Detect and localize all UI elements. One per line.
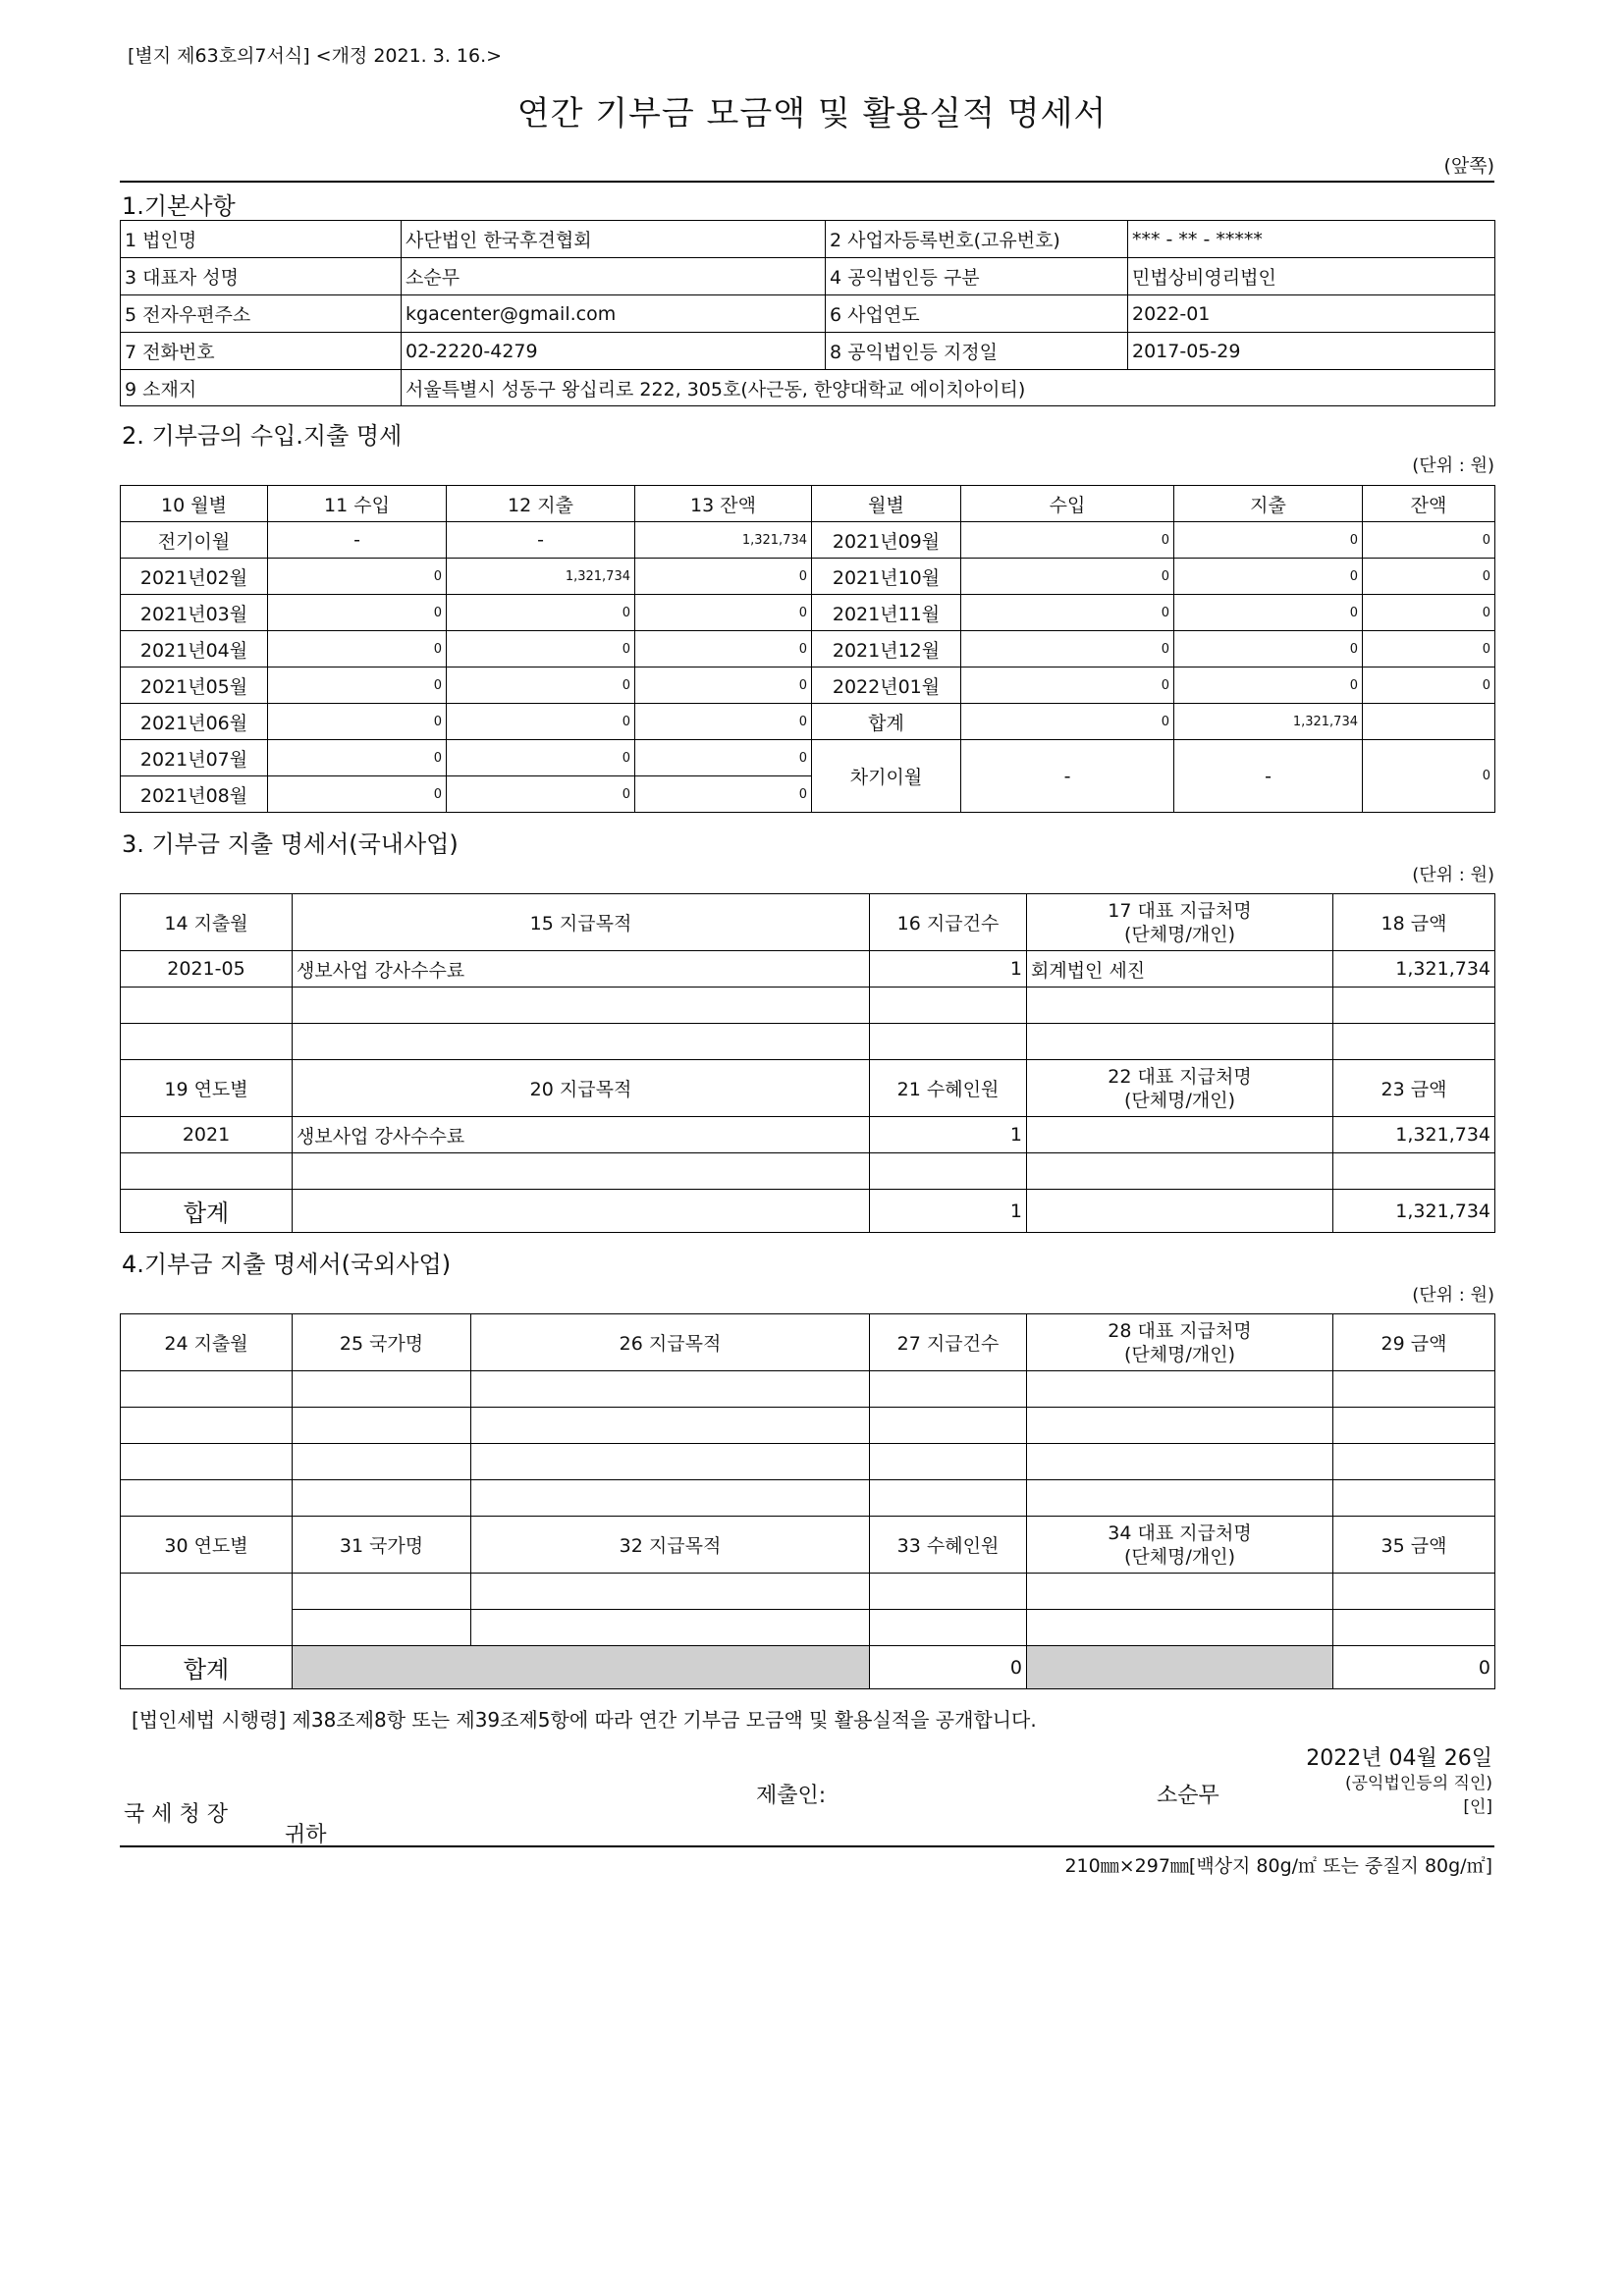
empty-cell bbox=[293, 1024, 870, 1060]
month-cell: 합계 bbox=[812, 704, 961, 740]
field-label: 8 공익법인등 지정일 bbox=[826, 333, 1128, 370]
table-row bbox=[121, 704, 1495, 740]
beneficiary-count: 1 bbox=[870, 1117, 1027, 1153]
section-3-unit: (단위 : 원) bbox=[1412, 865, 1494, 885]
column-header: 12 지출 bbox=[447, 486, 635, 522]
table-row bbox=[121, 370, 1495, 406]
table-row bbox=[121, 988, 1495, 1024]
empty-cell bbox=[1027, 1371, 1333, 1408]
income-cell: 0 bbox=[961, 595, 1174, 631]
field-value: *** - ** - ***** bbox=[1128, 221, 1495, 258]
document-title: 연간 기부금 모금액 및 활용실적 명세서 bbox=[516, 94, 1108, 133]
column-header: 35 금액 bbox=[1333, 1517, 1495, 1574]
empty-cell bbox=[870, 1024, 1027, 1060]
balance-cell: 0 bbox=[1363, 559, 1495, 595]
income-cell: 0 bbox=[268, 559, 447, 595]
empty-cell bbox=[121, 1408, 293, 1444]
table-row bbox=[121, 258, 1495, 295]
month-cell: 2022년01월 bbox=[812, 667, 961, 704]
header-line: 17 대표 지급처명 bbox=[1108, 899, 1252, 922]
expense-cell: 0 bbox=[447, 595, 635, 631]
submitter-name: 소순무 bbox=[1157, 1784, 1219, 1808]
header-line: (단체명/개인) bbox=[1124, 1089, 1235, 1111]
field-label: 4 공익법인등 구분 bbox=[826, 258, 1128, 295]
column-header bbox=[1027, 1060, 1333, 1117]
empty-cell bbox=[1333, 988, 1495, 1024]
table-row bbox=[121, 1480, 1495, 1517]
column-header bbox=[1027, 894, 1333, 951]
field-label: 1 법인명 bbox=[121, 221, 402, 258]
table-row bbox=[121, 667, 1495, 704]
empty-cell bbox=[1333, 1610, 1495, 1646]
basic-info-table bbox=[120, 220, 1495, 406]
column-header: 25 국가명 bbox=[293, 1314, 471, 1371]
empty-cell bbox=[870, 1153, 1027, 1190]
domestic-expense-table bbox=[120, 893, 1495, 1233]
field-value: kgacenter@gmail.com bbox=[402, 295, 826, 333]
column-header: 19 연도별 bbox=[121, 1060, 293, 1117]
total-amount: 1,321,734 bbox=[1333, 1190, 1495, 1233]
table-row bbox=[121, 1444, 1495, 1480]
empty-cell bbox=[870, 988, 1027, 1024]
balance-cell: 0 bbox=[635, 559, 812, 595]
expense-cell: 1,321,734 bbox=[447, 559, 635, 595]
header-line: 22 대표 지급처명 bbox=[1108, 1065, 1252, 1088]
column-header: 11 수입 bbox=[268, 486, 447, 522]
expense-cell: 1,321,734 bbox=[1174, 704, 1363, 740]
expense-cell: 0 bbox=[1174, 595, 1363, 631]
balance-cell: 1,321,734 bbox=[635, 522, 812, 559]
column-header: 27 지급건수 bbox=[870, 1314, 1027, 1371]
table-row bbox=[121, 1024, 1495, 1060]
column-header: 30 연도별 bbox=[121, 1517, 293, 1574]
table-row bbox=[121, 1408, 1495, 1444]
empty-cell bbox=[1333, 1153, 1495, 1190]
recipient: 국 세 청 장 bbox=[124, 1802, 228, 1827]
empty-cell bbox=[293, 1190, 870, 1233]
section-4-unit: (단위 : 원) bbox=[1412, 1285, 1494, 1306]
total-amount: 0 bbox=[1333, 1646, 1495, 1689]
table-row bbox=[121, 559, 1495, 595]
column-header bbox=[1027, 1517, 1333, 1574]
column-header bbox=[1027, 1314, 1333, 1371]
empty-cell bbox=[1333, 1480, 1495, 1517]
expense-cell: 0 bbox=[447, 776, 635, 813]
form-number: [별지 제63호의7서식] <개정 2021. 3. 16.> bbox=[128, 45, 503, 67]
submitter-label: 제출인: bbox=[756, 1784, 827, 1808]
expense-month: 2021-05 bbox=[121, 951, 293, 988]
empty-cell bbox=[870, 1408, 1027, 1444]
table-row bbox=[121, 740, 1495, 776]
empty-cell bbox=[1027, 1574, 1333, 1610]
balance-cell: 0 bbox=[635, 740, 812, 776]
table-header-row bbox=[121, 1314, 1495, 1371]
balance-cell: 0 bbox=[1363, 740, 1495, 813]
month-cell: 2021년10월 bbox=[812, 559, 961, 595]
seal-note: (공익법인등의 직인) bbox=[1344, 1774, 1492, 1793]
empty-cell bbox=[471, 1480, 870, 1517]
income-cell: 0 bbox=[961, 631, 1174, 667]
expense-cell: 0 bbox=[447, 631, 635, 667]
section-3-title: 3. 기부금 지출 명세서(국내사업) bbox=[122, 830, 459, 858]
expense-cell: 0 bbox=[1174, 631, 1363, 667]
table-header-row bbox=[121, 894, 1495, 951]
empty-cell bbox=[1333, 1408, 1495, 1444]
month-cell: 2021년02월 bbox=[121, 559, 268, 595]
column-header: 29 금액 bbox=[1333, 1314, 1495, 1371]
income-cell: 0 bbox=[268, 631, 447, 667]
field-label: 7 전화번호 bbox=[121, 333, 402, 370]
amount: 1,321,734 bbox=[1333, 1117, 1495, 1153]
payee-name: 회계법인 세진 bbox=[1027, 951, 1333, 988]
address-value: 서울특별시 성동구 왕십리로 222, 305호(사근동, 한양대학교 에이치아이티) bbox=[402, 370, 1495, 406]
submission-date: 2022년 04월 26일 bbox=[1306, 1746, 1492, 1771]
field-value: 소순무 bbox=[402, 258, 826, 295]
empty-cell bbox=[1333, 1371, 1495, 1408]
empty-cell bbox=[121, 1444, 293, 1480]
header-line: (단체명/개인) bbox=[1124, 1545, 1235, 1568]
column-header: 33 수혜인원 bbox=[870, 1517, 1027, 1574]
carry-forward-label: 차기이월 bbox=[812, 740, 961, 813]
header-line: (단체명/개인) bbox=[1124, 1343, 1235, 1365]
empty-cell bbox=[1027, 1444, 1333, 1480]
total-label: 합계 bbox=[121, 1646, 293, 1689]
balance-cell: 0 bbox=[1363, 595, 1495, 631]
income-cell: 0 bbox=[961, 559, 1174, 595]
total-label: 합계 bbox=[121, 1190, 293, 1233]
table-row bbox=[121, 1117, 1495, 1153]
income-cell: - bbox=[268, 522, 447, 559]
empty-cell bbox=[471, 1408, 870, 1444]
balance-cell: 0 bbox=[1363, 522, 1495, 559]
column-header: 31 국가명 bbox=[293, 1517, 471, 1574]
header-line: 28 대표 지급처명 bbox=[1108, 1319, 1252, 1342]
empty-cell bbox=[471, 1371, 870, 1408]
empty-cell bbox=[293, 1574, 471, 1610]
section-4-title: 4.기부금 지출 명세서(국외사업) bbox=[122, 1251, 452, 1278]
field-value: 2017-05-29 bbox=[1128, 333, 1495, 370]
table-row bbox=[121, 522, 1495, 559]
empty-cell bbox=[121, 1024, 293, 1060]
income-cell: - bbox=[961, 740, 1174, 813]
month-cell: 2021년09월 bbox=[812, 522, 961, 559]
empty-cell bbox=[121, 1480, 293, 1517]
section-2-title: 2. 기부금의 수입.지출 명세 bbox=[122, 422, 403, 450]
expense-cell: 0 bbox=[447, 667, 635, 704]
balance-cell: 0 bbox=[1363, 667, 1495, 704]
payment-count: 1 bbox=[870, 951, 1027, 988]
honorific: 귀하 bbox=[285, 1823, 327, 1847]
total-row bbox=[121, 1646, 1495, 1689]
field-value: 민법상비영리법인 bbox=[1128, 258, 1495, 295]
empty-cell bbox=[293, 1408, 471, 1444]
legal-statement: [법인세법 시행령] 제38조제8항 또는 제39조제5항에 따라 연간 기부금 모금액 및 활용실적을 공개합니다. bbox=[132, 1708, 1037, 1732]
column-header: 14 지출월 bbox=[121, 894, 293, 951]
income-cell: 0 bbox=[961, 667, 1174, 704]
month-cell: 전기이월 bbox=[121, 522, 268, 559]
balance-cell bbox=[1363, 704, 1495, 740]
column-header: 15 지급목적 bbox=[293, 894, 870, 951]
month-cell: 2021년03월 bbox=[121, 595, 268, 631]
column-header: 23 금액 bbox=[1333, 1060, 1495, 1117]
empty-cell bbox=[1027, 1610, 1333, 1646]
income-cell: 0 bbox=[268, 740, 447, 776]
empty-cell bbox=[293, 1610, 471, 1646]
income-cell: 0 bbox=[268, 595, 447, 631]
table-row bbox=[121, 631, 1495, 667]
income-cell: 0 bbox=[961, 704, 1174, 740]
table-row bbox=[121, 1371, 1495, 1408]
column-header: 지출 bbox=[1174, 486, 1363, 522]
table-header-row bbox=[121, 486, 1495, 522]
total-row bbox=[121, 1190, 1495, 1233]
balance-cell: 0 bbox=[635, 776, 812, 813]
field-label: 3 대표자 성명 bbox=[121, 258, 402, 295]
balance-cell: 0 bbox=[635, 704, 812, 740]
column-header: 20 지급목적 bbox=[293, 1060, 870, 1117]
table-row bbox=[121, 1153, 1495, 1190]
empty-cell bbox=[1333, 1024, 1495, 1060]
field-value: 2022-01 bbox=[1128, 295, 1495, 333]
field-label: 9 소재지 bbox=[121, 370, 402, 406]
empty-cell bbox=[870, 1574, 1027, 1610]
column-header: 10 월별 bbox=[121, 486, 268, 522]
empty-cell bbox=[1333, 1444, 1495, 1480]
month-cell: 2021년05월 bbox=[121, 667, 268, 704]
column-header: 잔액 bbox=[1363, 486, 1495, 522]
column-header: 32 지급목적 bbox=[471, 1517, 870, 1574]
empty-cell bbox=[471, 1610, 870, 1646]
front-side-label: (앞쪽) bbox=[1443, 155, 1494, 177]
field-label: 2 사업자등록번호(고유번호) bbox=[826, 221, 1128, 258]
balance-cell: 0 bbox=[635, 631, 812, 667]
expense-cell: 0 bbox=[1174, 522, 1363, 559]
income-cell: 0 bbox=[268, 776, 447, 813]
empty-cell bbox=[293, 988, 870, 1024]
overseas-expense-table bbox=[120, 1313, 1495, 1689]
bottom-rule bbox=[120, 1845, 1494, 1847]
table-header-row bbox=[121, 1060, 1495, 1117]
column-header: 26 지급목적 bbox=[471, 1314, 870, 1371]
empty-cell bbox=[1027, 1153, 1333, 1190]
expense-cell: - bbox=[1174, 740, 1363, 813]
expense-cell: 0 bbox=[447, 740, 635, 776]
month-cell: 2021년04월 bbox=[121, 631, 268, 667]
month-cell: 2021년06월 bbox=[121, 704, 268, 740]
field-label: 6 사업연도 bbox=[826, 295, 1128, 333]
shaded-cell bbox=[1027, 1646, 1333, 1689]
section-2-unit: (단위 : 원) bbox=[1412, 455, 1494, 476]
total-count: 0 bbox=[870, 1646, 1027, 1689]
header-line: 34 대표 지급처명 bbox=[1108, 1522, 1252, 1544]
payment-purpose: 생보사업 강사수수료 bbox=[293, 951, 870, 988]
table-row bbox=[121, 1610, 1495, 1646]
expense-cell: 0 bbox=[1174, 667, 1363, 704]
income-cell: 0 bbox=[961, 522, 1174, 559]
table-row bbox=[121, 1574, 1495, 1610]
shaded-cell bbox=[293, 1646, 870, 1689]
empty-cell bbox=[1027, 1480, 1333, 1517]
empty-cell bbox=[870, 1610, 1027, 1646]
section-1-title: 1.기본사항 bbox=[122, 192, 236, 220]
empty-cell bbox=[293, 1444, 471, 1480]
empty-cell bbox=[121, 1153, 293, 1190]
balance-cell: 0 bbox=[635, 595, 812, 631]
month-cell: 2021년11월 bbox=[812, 595, 961, 631]
empty-cell bbox=[1027, 1408, 1333, 1444]
table-row bbox=[121, 221, 1495, 258]
balance-cell: 0 bbox=[635, 667, 812, 704]
empty-cell bbox=[121, 988, 293, 1024]
column-header: 21 수혜인원 bbox=[870, 1060, 1027, 1117]
column-header: 24 지출월 bbox=[121, 1314, 293, 1371]
field-value: 02-2220-4279 bbox=[402, 333, 826, 370]
month-cell: 2021년12월 bbox=[812, 631, 961, 667]
empty-cell bbox=[1027, 1024, 1333, 1060]
column-header: 13 잔액 bbox=[635, 486, 812, 522]
empty-cell bbox=[1333, 1574, 1495, 1610]
payee-name bbox=[1027, 1117, 1333, 1153]
income-expense-table bbox=[120, 485, 1495, 813]
empty-cell bbox=[1027, 988, 1333, 1024]
balance-cell: 0 bbox=[1363, 631, 1495, 667]
payment-purpose: 생보사업 강사수수료 bbox=[293, 1117, 870, 1153]
empty-cell bbox=[121, 1371, 293, 1408]
field-value: 사단법인 한국후견협회 bbox=[402, 221, 826, 258]
table-row bbox=[121, 951, 1495, 988]
income-cell: 0 bbox=[268, 704, 447, 740]
empty-cell bbox=[293, 1153, 870, 1190]
table-header-row bbox=[121, 1517, 1495, 1574]
expense-year: 2021 bbox=[121, 1117, 293, 1153]
month-cell: 2021년08월 bbox=[121, 776, 268, 813]
header-line: (단체명/개인) bbox=[1124, 923, 1235, 945]
empty-cell bbox=[293, 1480, 471, 1517]
empty-cell bbox=[121, 1574, 293, 1646]
empty-cell bbox=[293, 1371, 471, 1408]
column-header: 16 지급건수 bbox=[870, 894, 1027, 951]
month-cell: 2021년07월 bbox=[121, 740, 268, 776]
column-header: 18 금액 bbox=[1333, 894, 1495, 951]
empty-cell bbox=[471, 1444, 870, 1480]
total-count: 1 bbox=[870, 1190, 1027, 1233]
expense-cell: 0 bbox=[447, 704, 635, 740]
income-cell: 0 bbox=[268, 667, 447, 704]
empty-cell bbox=[870, 1371, 1027, 1408]
column-header: 월별 bbox=[812, 486, 961, 522]
paper-spec: 210㎜×297㎜[백상지 80g/㎡ 또는 중질지 80g/㎡] bbox=[1064, 1855, 1492, 1877]
expense-cell: - bbox=[447, 522, 635, 559]
empty-cell bbox=[1027, 1190, 1333, 1233]
column-header: 수입 bbox=[961, 486, 1174, 522]
expense-cell: 0 bbox=[1174, 559, 1363, 595]
empty-cell bbox=[870, 1480, 1027, 1517]
table-row bbox=[121, 295, 1495, 333]
table-row bbox=[121, 595, 1495, 631]
empty-cell bbox=[870, 1444, 1027, 1480]
amount: 1,321,734 bbox=[1333, 951, 1495, 988]
table-row bbox=[121, 333, 1495, 370]
seal-mark: [인] bbox=[1463, 1797, 1492, 1817]
field-label: 5 전자우편주소 bbox=[121, 295, 402, 333]
top-rule bbox=[120, 181, 1494, 183]
empty-cell bbox=[471, 1574, 870, 1610]
